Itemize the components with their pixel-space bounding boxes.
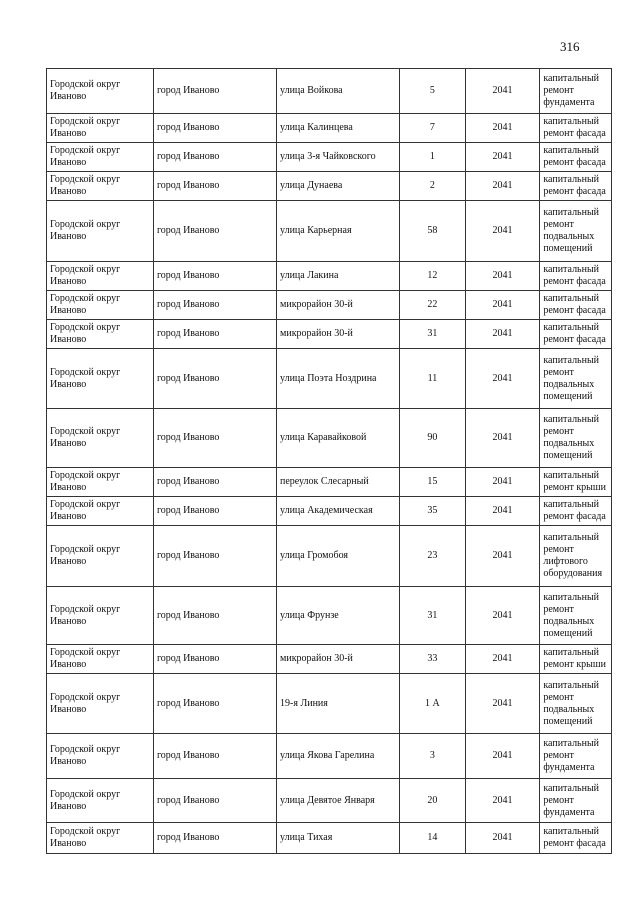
street-cell: улица Каравайковой [277,409,400,468]
year-cell: 2041 [465,69,540,114]
work-type-cell: капитальный ремонт фундамента [540,69,612,114]
work-type-cell: капитальный ремонт подвальных помещений [540,409,612,468]
house-number-cell: 1 А [400,674,466,734]
district-cell: Городской округ Иваново [47,349,154,409]
year-cell: 2041 [465,320,540,349]
city-cell: город Иваново [153,409,276,468]
year-cell: 2041 [465,349,540,409]
house-number-cell: 1 [400,143,466,172]
year-cell: 2041 [465,291,540,320]
year-cell: 2041 [465,526,540,587]
district-cell: Городской округ Иваново [47,172,154,201]
work-type-cell: капитальный ремонт подвальных помещений [540,587,612,645]
table-row [47,526,612,587]
city-cell: город Иваново [153,262,276,291]
street-cell: улица Дунаева [277,172,400,201]
house-number-cell: 20 [400,779,466,823]
work-type-cell: капитальный ремонт фасада [540,291,612,320]
year-cell: 2041 [465,587,540,645]
work-type-cell: капитальный ремонт подвальных помещений [540,201,612,262]
year-cell: 2041 [465,497,540,526]
work-type-cell: капитальный ремонт фасада [540,262,612,291]
table-row [47,779,612,823]
year-cell: 2041 [465,823,540,854]
house-number-cell: 58 [400,201,466,262]
street-cell: улица Войкова [277,69,400,114]
table-row [47,409,612,468]
city-cell: город Иваново [153,734,276,779]
city-cell: город Иваново [153,143,276,172]
year-cell: 2041 [465,114,540,143]
district-cell: Городской округ Иваново [47,262,154,291]
table-row [47,320,612,349]
district-cell: Городской округ Иваново [47,291,154,320]
work-type-cell: капитальный ремонт крыши [540,645,612,674]
house-number-cell: 22 [400,291,466,320]
year-cell: 2041 [465,779,540,823]
district-cell: Городской округ Иваново [47,674,154,734]
work-type-cell: капитальный ремонт подвальных помещений [540,349,612,409]
table-row [47,823,612,854]
house-number-cell: 12 [400,262,466,291]
house-number-cell: 15 [400,468,466,497]
house-number-cell: 23 [400,526,466,587]
table-row [47,734,612,779]
work-type-cell: капитальный ремонт фасада [540,497,612,526]
city-cell: город Иваново [153,497,276,526]
district-cell: Городской округ Иваново [47,69,154,114]
street-cell: микрорайон 30-й [277,291,400,320]
city-cell: город Иваново [153,114,276,143]
street-cell: улица 3-я Чайковского [277,143,400,172]
street-cell: улица Академическая [277,497,400,526]
table-row [47,674,612,734]
district-cell: Городской округ Иваново [47,779,154,823]
district-cell: Городской округ Иваново [47,823,154,854]
street-cell: микрорайон 30-й [277,320,400,349]
city-cell: город Иваново [153,587,276,645]
house-number-cell: 90 [400,409,466,468]
city-cell: город Иваново [153,779,276,823]
table-row [47,172,612,201]
table-row [47,468,612,497]
year-cell: 2041 [465,468,540,497]
house-number-cell: 35 [400,497,466,526]
district-cell: Городской округ Иваново [47,497,154,526]
year-cell: 2041 [465,409,540,468]
city-cell: город Иваново [153,349,276,409]
city-cell: город Иваново [153,526,276,587]
district-cell: Городской округ Иваново [47,645,154,674]
district-cell: Городской округ Иваново [47,143,154,172]
table-body [47,69,612,854]
street-cell: переулок Слесарный [277,468,400,497]
street-cell: улица Громобоя [277,526,400,587]
city-cell: город Иваново [153,172,276,201]
street-cell: улица Лакина [277,262,400,291]
district-cell: Городской округ Иваново [47,587,154,645]
house-number-cell: 3 [400,734,466,779]
table-row [47,69,612,114]
table-row [47,143,612,172]
street-cell: 19-я Линия [277,674,400,734]
repair-schedule-table [46,68,612,854]
page-number: 316 [560,39,580,54]
work-type-cell: капитальный ремонт фундамента [540,779,612,823]
table-row [47,291,612,320]
street-cell: микрорайон 30-й [277,645,400,674]
district-cell: Городской округ Иваново [47,468,154,497]
year-cell: 2041 [465,674,540,734]
house-number-cell: 2 [400,172,466,201]
street-cell: улица Тихая [277,823,400,854]
house-number-cell: 33 [400,645,466,674]
district-cell: Городской округ Иваново [47,320,154,349]
city-cell: город Иваново [153,674,276,734]
work-type-cell: капитальный ремонт фасада [540,320,612,349]
year-cell: 2041 [465,734,540,779]
house-number-cell: 31 [400,587,466,645]
city-cell: город Иваново [153,201,276,262]
table-row [47,201,612,262]
city-cell: город Иваново [153,645,276,674]
city-cell: город Иваново [153,291,276,320]
street-cell: улица Поэта Ноздрина [277,349,400,409]
city-cell: город Иваново [153,320,276,349]
work-type-cell: капитальный ремонт фасада [540,823,612,854]
table-row [47,497,612,526]
table-row [47,645,612,674]
table-row [47,349,612,409]
house-number-cell: 14 [400,823,466,854]
street-cell: улица Девятое Января [277,779,400,823]
district-cell: Городской округ Иваново [47,201,154,262]
house-number-cell: 31 [400,320,466,349]
year-cell: 2041 [465,143,540,172]
work-type-cell: капитальный ремонт фасада [540,172,612,201]
house-number-cell: 11 [400,349,466,409]
city-cell: город Иваново [153,468,276,497]
district-cell: Городской округ Иваново [47,114,154,143]
street-cell: улица Якова Гарелина [277,734,400,779]
work-type-cell: капитальный ремонт лифтового оборудования [540,526,612,587]
work-type-cell: капитальный ремонт фундамента [540,734,612,779]
district-cell: Городской округ Иваново [47,409,154,468]
city-cell: город Иваново [153,823,276,854]
year-cell: 2041 [465,201,540,262]
district-cell: Городской округ Иваново [47,526,154,587]
work-type-cell: капитальный ремонт крыши [540,468,612,497]
work-type-cell: капитальный ремонт фасада [540,114,612,143]
city-cell: город Иваново [153,69,276,114]
work-type-cell: капитальный ремонт подвальных помещений [540,674,612,734]
table-row [47,262,612,291]
house-number-cell: 5 [400,69,466,114]
work-type-cell: капитальный ремонт фасада [540,143,612,172]
table-row [47,587,612,645]
house-number-cell: 7 [400,114,466,143]
street-cell: улица Фрунзе [277,587,400,645]
year-cell: 2041 [465,262,540,291]
table-row [47,114,612,143]
year-cell: 2041 [465,172,540,201]
street-cell: улица Калинцева [277,114,400,143]
street-cell: улица Карьерная [277,201,400,262]
year-cell: 2041 [465,645,540,674]
district-cell: Городской округ Иваново [47,734,154,779]
